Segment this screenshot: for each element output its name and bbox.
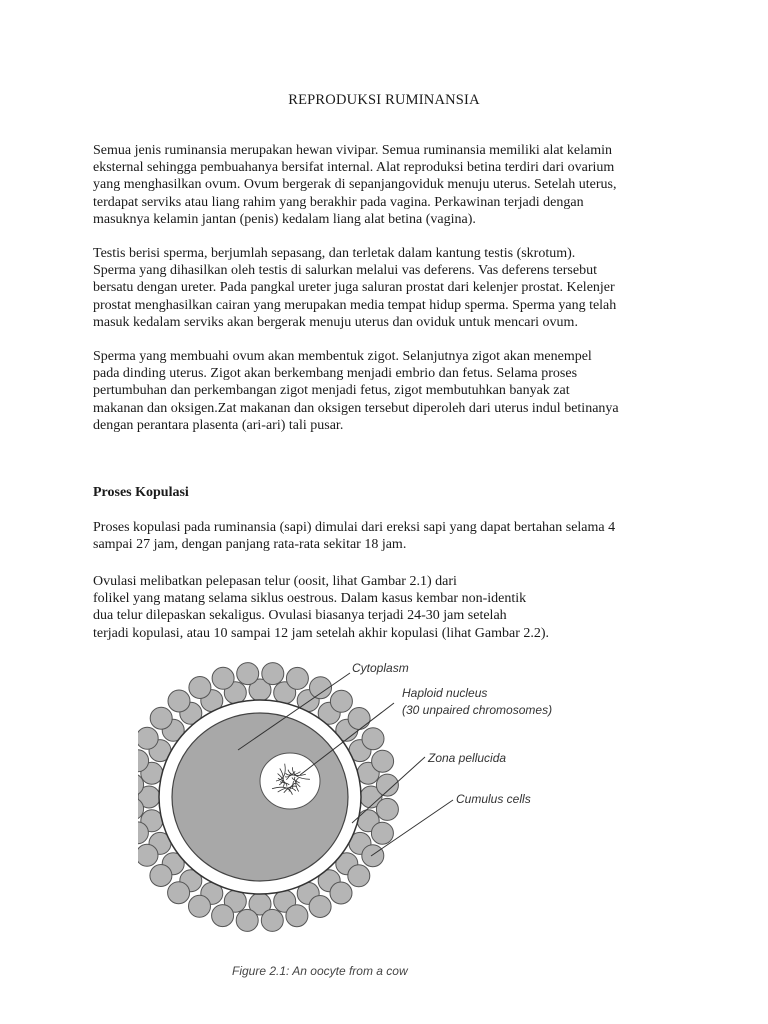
paragraph-1 <box>93 142 693 228</box>
paragraph-line: dua telur dilepaskan sekaligus. Ovulasi biasanya terjadi 24-30 jam setelah <box>93 608 507 624</box>
cumulus-cell <box>237 663 259 685</box>
paragraph-line: Ovulasi melibatkan pelepasan telur (oosit, lihat Gambar 2.1) dari <box>93 574 457 589</box>
cumulus-cell <box>348 865 370 887</box>
figure-caption: Figure 2.1: An oocyte from a cow <box>232 964 408 978</box>
paragraph-4 <box>93 519 693 553</box>
paragraph-line: sampai 27 jam, dengan panjang rata-rata sekitar 18 jam. <box>93 537 407 553</box>
paragraph-line: pada dinding uterus. Zigot akan berkembang menjadi embrio dan fetus. Selama proses <box>93 366 578 382</box>
label-cumulus-cells: Cumulus cells <box>456 792 531 806</box>
cumulus-cell <box>309 896 331 918</box>
cumulus-cell <box>372 750 394 772</box>
cumulus-cell <box>262 663 284 685</box>
cumulus-cell <box>286 905 308 927</box>
paragraph-line: pertumbuhan dan perkembangan zigot menjadi fetus, zigot membutuhkan banyak zat <box>93 383 570 399</box>
cumulus-cell <box>371 822 393 844</box>
paragraph-5 <box>93 573 693 642</box>
cumulus-cell <box>150 865 172 887</box>
cumulus-cell <box>348 708 370 730</box>
cumulus-cell <box>138 727 158 749</box>
paragraph-line: Testis berisi sperma, berjumlah sepasang, dan terletak dalam kantung testis (skrotum). <box>93 246 576 261</box>
cumulus-cell <box>168 882 190 904</box>
paragraph-2 <box>93 245 693 331</box>
section-heading: Proses Kopulasi <box>93 485 189 500</box>
cumulus-cell <box>362 845 384 867</box>
cumulus-cell <box>168 690 190 712</box>
paragraph-line: Sperma yang membuahi ovum akan membentuk zigot. Selanjutnya zigot akan menempel <box>93 349 592 364</box>
paragraph-line: yang menghasilkan ovum. Ovum bergerak di sepanjangoviduk menuju uterus. Setelah uterus, <box>93 177 617 193</box>
label-haploid-nucleus: Haploid nucleus <box>402 686 488 700</box>
label-zona-pellucida: Zona pellucida <box>428 751 507 765</box>
cumulus-cell <box>189 677 211 699</box>
paragraph-3 <box>93 348 693 434</box>
cumulus-cell <box>330 882 352 904</box>
cumulus-cell <box>212 667 234 689</box>
label-chromosomes: (30 unpaired chromosomes) <box>402 703 553 717</box>
cumulus-cell <box>330 690 352 712</box>
paragraph-line: makanan dan oksigen.Zat makanan dan oksigen tersebut diperoleh dari uterus indul betinanya <box>93 400 619 416</box>
oocyte-figure <box>138 655 558 985</box>
cumulus-cell <box>376 798 398 820</box>
oocyte-diagram <box>138 655 558 965</box>
cumulus-cell <box>189 895 211 917</box>
cumulus-cell <box>212 905 234 927</box>
cumulus-cell <box>138 844 158 866</box>
label-cytoplasm: Cytoplasm <box>352 661 409 675</box>
haploid-nucleus <box>260 753 320 809</box>
paragraph-line: bersatu dengan ureter. Pada pangkal ureter juga saluran prostat dari kelenjer prostat. Kelenjer <box>93 280 615 296</box>
cumulus-cell <box>376 774 398 796</box>
paragraph-line: Sperma yang dihasilkan oleh testis di salurkan melalui vas deferens. Vas deferens tersebut <box>93 263 597 279</box>
paragraph-line: terjadi kopulasi, atau 10 sampai 12 jam setelah akhir kopulasi (lihat Gambar 2.2). <box>93 625 550 641</box>
document-title: REPRODUKSI RUMINANSIA <box>288 92 480 108</box>
paragraph-line: Proses kopulasi pada ruminansia (sapi) dimulai dari ereksi sapi yang dapat bertahan selama 4 <box>93 520 616 535</box>
cumulus-cell <box>286 667 308 689</box>
paragraph-line: terdapat serviks atau liang rahim yang berakhir pada vagina. Perkawinan terjadi dengan <box>93 194 584 210</box>
cumulus-cell <box>362 728 384 750</box>
paragraph-line: eksternal sehingga pembuahanya bersifat internal. Alat reproduksi betina terdiri dari ovarium <box>93 160 615 176</box>
cytoplasm <box>172 713 348 881</box>
cumulus-cell <box>261 909 283 931</box>
paragraph-line: dengan perantara plasenta (ari-ari) tali pusar. <box>93 417 344 433</box>
cumulus-cell <box>236 909 258 931</box>
paragraph-line: masuk kedalam serviks akan bergerak menuju uterus dan oviduk untuk mencari ovum. <box>93 314 578 330</box>
cumulus-cell <box>150 707 172 729</box>
paragraph-line: prostat menghasilkan cairan yang merupakan media tempat hidup sperma. Sperma yang telah <box>93 297 617 313</box>
paragraph-line: Semua jenis ruminansia merupakan hewan vivipar. Semua ruminansia memiliki alat kelamin <box>93 143 613 158</box>
paragraph-line: folikel yang matang selama siklus oestrous. Dalam kasus kembar non-identik <box>93 591 527 607</box>
paragraph-line: masuknya kelamin jantan (penis) kedalam liang alat betina (vagina). <box>93 211 476 227</box>
